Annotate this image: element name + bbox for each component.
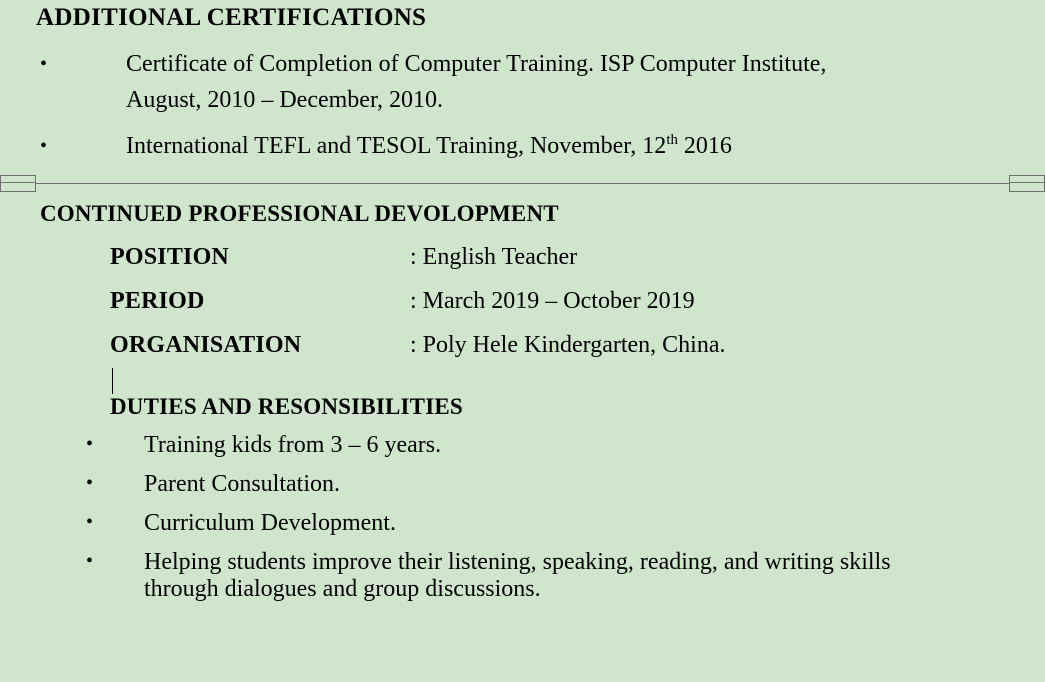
field-position [14,244,1031,271]
field-period [14,288,1031,315]
certification-item-2-year: 2016 [677,133,732,160]
certification-item-2-main: International TEFL and TESOL Training, November, 12 [126,133,667,160]
page-break-handle-left [0,175,36,192]
bullet-icon: • [40,53,48,75]
ordinal-suffix: th [666,132,678,149]
field-label-period: PERIOD [110,287,205,314]
field-value-position: : English Teacher [410,243,578,270]
page-break-handle-right [1009,175,1045,192]
list-item [14,510,1031,537]
list-item [14,549,1031,603]
duty-item-4-line-2: through dialogues and group discussions. [144,575,541,602]
field-organisation [14,332,1031,359]
duty-item-3: Curriculum Development. [144,509,396,536]
section-heading-cpd: CONTINUED PROFESSIONAL DEVOLOPMENT [40,200,559,226]
duty-item-4 [114,549,1031,603]
subheading-duties: DUTIES AND RESONSIBILITIES [110,393,463,419]
page-break-line [0,183,1045,184]
bullet-icon: • [86,549,94,572]
field-label-organisation: ORGANISATION [110,331,302,358]
section-continued-professional-development [0,193,1045,603]
section-heading-certifications: ADDITIONAL CERTIFICATIONS [36,4,427,31]
certification-item-1-continuation: August, 2010 – December, 2010. [126,87,443,114]
bullet-icon: • [40,135,48,158]
section-additional-certifications [0,0,1045,159]
text-caret [112,368,113,394]
bullet-icon: • [86,432,94,455]
field-label-position: POSITION [110,243,229,270]
list-item [14,432,1031,459]
duty-item-1: Training kids from 3 – 6 years. [144,431,442,458]
list-item [14,134,1031,158]
page-break-separator [0,175,1045,193]
certification-item-1-text: Certificate of Completion of Computer Training. ISP Computer Institute, [126,51,827,77]
bullet-icon: • [86,510,94,533]
list-item [14,471,1031,498]
field-value-organisation: : Poly Hele Kindergarten, China. [410,331,726,358]
duty-item-4-line-1: Helping students improve their listening, speaking, reading, and writing skills [144,548,891,575]
certification-item-2-text [68,134,1031,158]
field-value-period: : March 2019 – October 2019 [410,287,695,314]
list-item [14,52,1031,76]
duty-item-2: Parent Consultation. [144,470,340,497]
bullet-icon: • [86,471,94,494]
